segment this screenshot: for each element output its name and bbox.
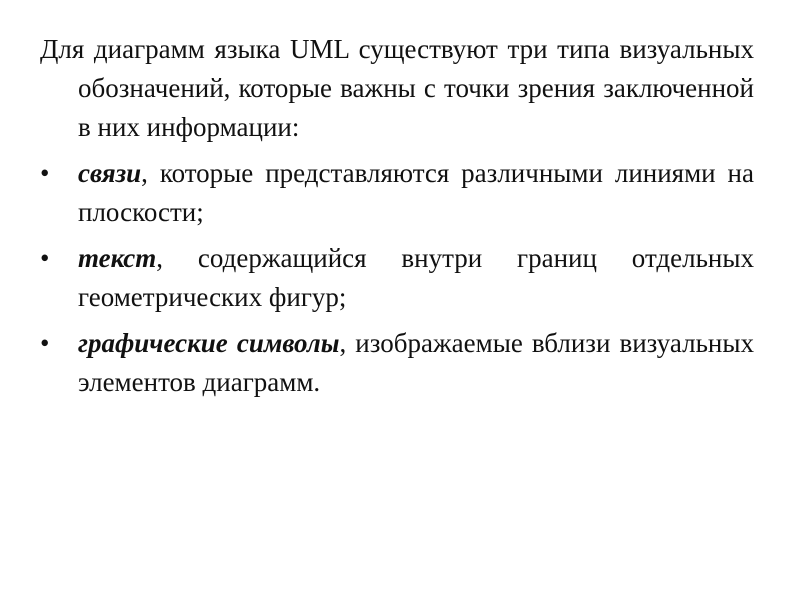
bullet-icon: • (40, 328, 50, 358)
slide-content (40, 30, 754, 409)
intro-paragraph: Для диаграмм языка UML существуют три типа визуальных обозначений, которые важны с точки зрения заключенной в них информации: (40, 34, 754, 142)
term-description: , которые представляются различными линиями на плоскости; (78, 158, 754, 227)
list-item-links (40, 154, 754, 232)
term-description: , содержащийся внутри границ отдельных геометрических фигур; (78, 243, 754, 312)
term-graphic-symbols: графические символы (78, 328, 340, 358)
list-item-text (40, 239, 754, 317)
term-links: связи (78, 158, 142, 188)
bullet-icon: • (40, 158, 50, 188)
term-description: , изображаемые вблизи визуальных элементов диаграмм. (78, 328, 755, 397)
list-item-graphic-symbols (40, 324, 754, 402)
term-text: текст (78, 243, 157, 273)
bullet-icon: • (40, 243, 50, 273)
